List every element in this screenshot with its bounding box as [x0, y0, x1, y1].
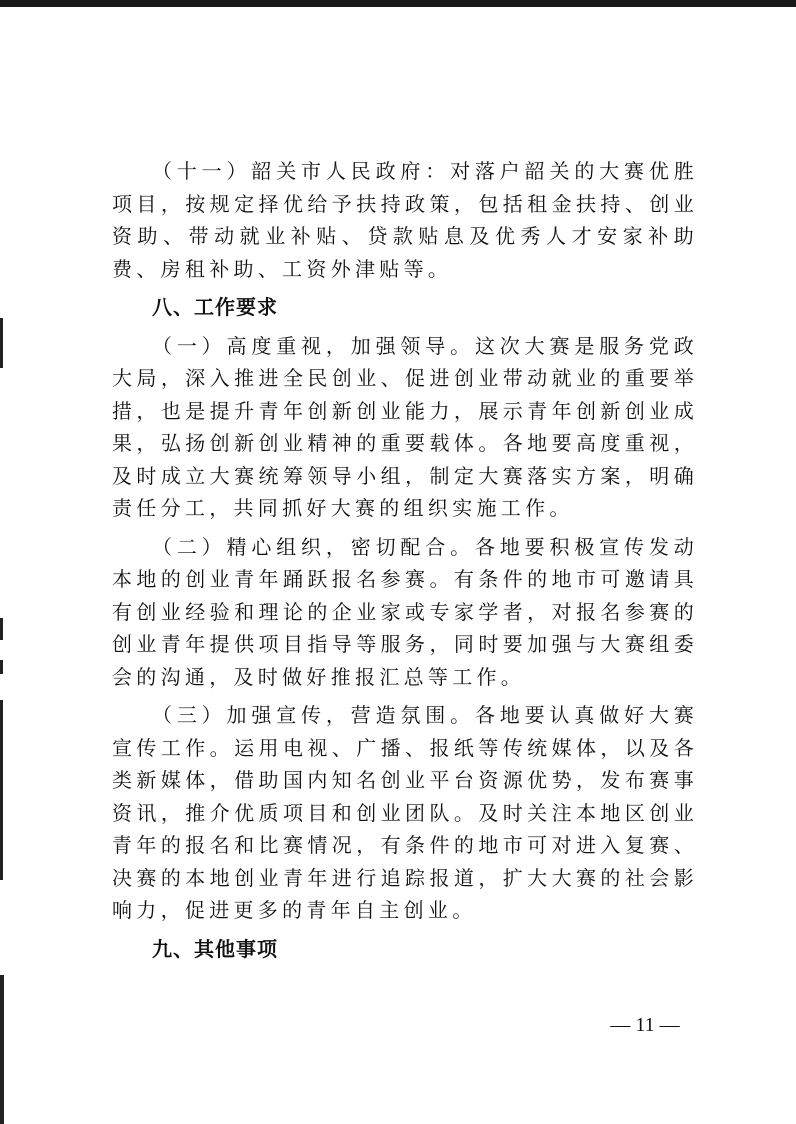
scan-edge-mark — [0, 318, 3, 368]
section-heading-work-requirements: 八、工作要求 — [152, 295, 278, 319]
page-number: — 11 — — [610, 1014, 680, 1036]
paragraph-requirement-1: （一）高度重视，加强领导。这次大赛是服务党政大局，深入推进全民创业、促进创业带动就业的重要举措，也是提升青年创新创业能力，展示青年创新创业成果，弘扬创新创业精神的重要载体。各地要高度重视，及时成立大赛统筹领导小组，制定大赛落实方案，明确责任分工，共同抓好大赛的组织实施工作。 — [112, 333, 698, 520]
paragraph-item-11: （十一）韶关市人民政府：对落户韶关的大赛优胜项目，按规定择优给予扶持政策，包括租金扶持、创业资助、带动就业补贴、贷款贴息及优秀人才安家补助费、房租补助、工资外津贴等。 — [112, 159, 698, 281]
scan-edge-mark — [0, 700, 3, 880]
top-border — [0, 0, 796, 7]
document-body — [112, 155, 698, 965]
scan-edge-mark — [0, 975, 4, 1124]
section-heading-other-matters: 九、其他事项 — [152, 936, 278, 961]
scan-edge-mark — [0, 618, 3, 640]
scan-edge-mark — [0, 660, 3, 674]
paragraph-requirement-3: （三）加强宣传，营造氛围。各地要认真做好大赛宣传工作。运用电视、广播、报纸等传统媒体，以及各类新媒体，借助国内知名创业平台资源优势，发布赛事资讯，推介优质项目和创业团队。及时关注本地区创业青年的报名和比赛情况，有条件的地市可对进入复赛、决赛的本地创业青年进行追踪报道，扩大大赛的社会影响力，促进更多的青年自主创业。 — [112, 703, 698, 922]
paragraph-requirement-2: （二）精心组织，密切配合。各地要积极宣传发动本地的创业青年踊跃报名参赛。有条件的地市可邀请具有创业经验和理论的企业家或专家学者，对报名参赛的创业青年提供项目指导等服务，同时要加强与大赛组委会的沟通，及时做好推报汇总等工作。 — [112, 534, 698, 689]
